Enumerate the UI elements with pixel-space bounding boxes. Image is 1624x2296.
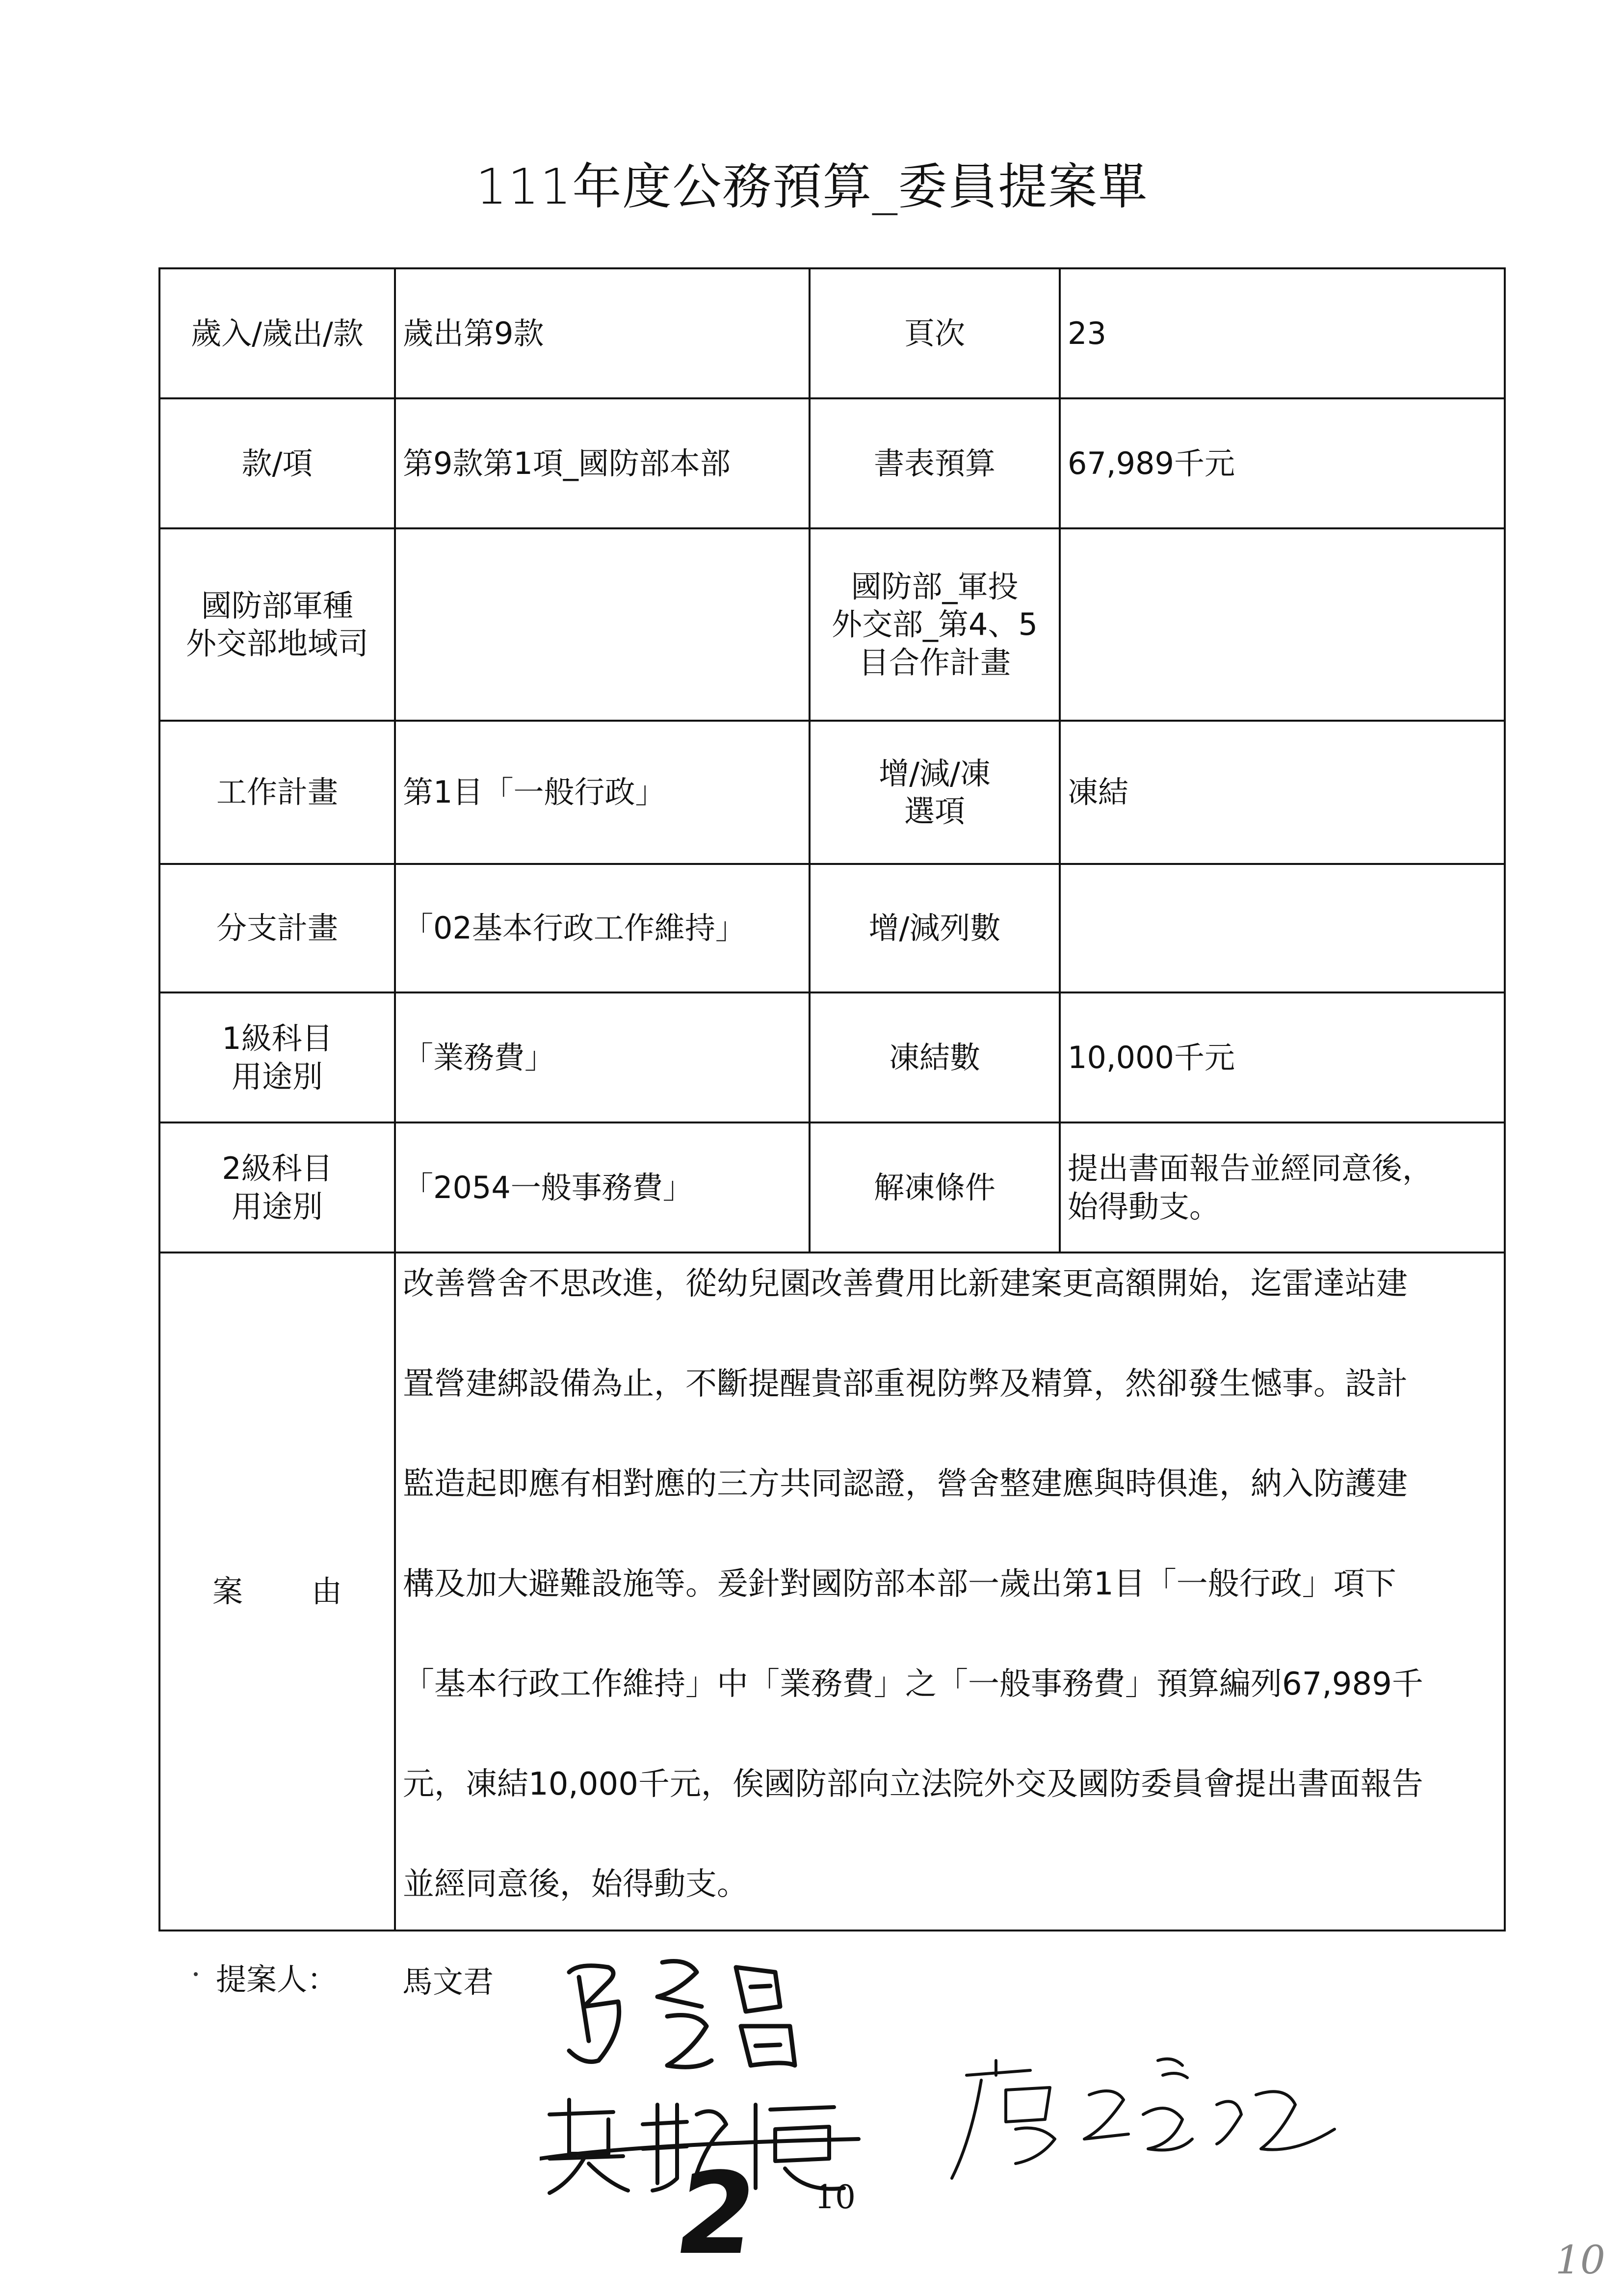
reason-line: 元，凍結10,000千元，俟國防部向立法院外交及國防委員會提出書面報告 xyxy=(403,1766,1423,1802)
proposer-name: 馬文君 xyxy=(402,1964,494,2000)
label-ministry-branch-line2: 外交部地域司 xyxy=(185,626,368,661)
row-work-plan xyxy=(159,721,1505,864)
value-frozen-amount: 10,000千元 xyxy=(1060,992,1505,1122)
value-level2-subject: 「2054一般事務費」 xyxy=(395,1122,810,1252)
value-branch-plan: 「02基本行政工作維持」 xyxy=(395,864,810,992)
value-ministry-branch xyxy=(395,528,810,721)
label-work-plan: 工作計畫 xyxy=(159,721,395,864)
label-ministry-branch-line1: 國防部軍種 xyxy=(201,587,353,624)
handwritten-count: 2 xyxy=(668,2149,765,2280)
page-number: 10 xyxy=(814,2178,856,2216)
value-work-plan: 第1目「一般行政」 xyxy=(395,721,810,864)
label-ministry-branch xyxy=(159,528,395,721)
label-cooperation-plan-line1: 國防部_軍投 xyxy=(851,568,1019,604)
value-level1-subject: 「業務費」 xyxy=(395,992,810,1122)
label-level2-subject-line1: 2級科目 xyxy=(222,1150,333,1186)
row-level1-subject xyxy=(159,992,1505,1122)
row-reason xyxy=(159,1252,1505,1931)
label-cooperation-plan-line3: 目合作計畫 xyxy=(858,644,1011,680)
label-level1-subject-line2: 用途別 xyxy=(231,1058,323,1095)
label-level2-subject-line2: 用途別 xyxy=(231,1188,323,1225)
value-cooperation-plan xyxy=(1060,528,1505,721)
label-option-line1: 增/減/凍 xyxy=(879,755,991,791)
row-budget-section xyxy=(159,268,1505,398)
row-ministry xyxy=(159,528,1505,721)
label-option-line2: 選項 xyxy=(904,793,965,829)
label-cooperation-plan-line2: 外交部_第4、5 xyxy=(832,606,1038,643)
label-frozen-amount: 凍結數 xyxy=(810,992,1060,1122)
proposal-form-table xyxy=(158,267,1506,1931)
signature-third xyxy=(942,2041,1364,2188)
label-change-amount: 增/減列數 xyxy=(810,864,1060,992)
label-level1-subject-line1: 1級科目 xyxy=(222,1020,333,1056)
value-unfreeze-condition xyxy=(1060,1122,1505,1252)
value-book-budget: 67,989千元 xyxy=(1060,398,1505,528)
value-budget-section: 歲出第9款 xyxy=(395,268,810,398)
label-cooperation-plan xyxy=(810,528,1060,721)
reason-line: 「基本行政工作維持」中「業務費」之「一般事務費」預算編列67,989千 xyxy=(403,1666,1423,1702)
label-level1-subject xyxy=(159,992,395,1122)
value-option: 凍結 xyxy=(1060,721,1505,864)
label-reason-char1: 案 xyxy=(212,1573,243,1610)
label-page: 頁次 xyxy=(810,268,1060,398)
page-title: 111年度公務預算_委員提案單 xyxy=(475,158,1149,215)
value-page: 23 xyxy=(1060,268,1505,398)
label-unfreeze-condition: 解凍條件 xyxy=(810,1122,1060,1252)
reason-line: 監造起即應有相對應的三方共同認證，營舍整建應與時俱進，納入防護建 xyxy=(403,1466,1408,1502)
reason-line: 改善營舍不思改進，從幼兒園改善費用比新建案更高額開始，迄雷達站建 xyxy=(403,1266,1408,1302)
value-unfreeze-condition-line1: 提出書面報告並經同意後， xyxy=(1068,1150,1433,1186)
bullet-dot xyxy=(194,1972,198,1976)
reason-line: 置營建綁設備為止，不斷提醒貴部重視防弊及精算，然卻發生憾事。設計 xyxy=(403,1366,1408,1402)
label-option xyxy=(810,721,1060,864)
label-reason xyxy=(159,1252,395,1931)
proposer-label: 提案人： xyxy=(216,1961,338,1997)
value-unfreeze-condition-line2: 始得動支。 xyxy=(1068,1188,1220,1225)
label-reason-char2: 由 xyxy=(312,1573,342,1610)
reason-line: 構及加大避難設施等。爰針對國防部本部一歲出第1目「一般行政」項下 xyxy=(403,1566,1396,1602)
label-budget-section: 歲入/歲出/款 xyxy=(159,268,395,398)
row-level2-subject xyxy=(159,1122,1505,1252)
label-branch-plan: 分支計畫 xyxy=(159,864,395,992)
reason-line: 並經同意後，始得動支。 xyxy=(403,1866,748,1903)
reason-text xyxy=(396,1252,1504,1931)
row-item xyxy=(159,398,1505,528)
signature-ma-wenjun xyxy=(550,1943,844,2090)
corner-handwritten-mark: 10 xyxy=(1555,2237,1605,2283)
reason-text-cell xyxy=(395,1252,1505,1931)
label-item: 款/項 xyxy=(159,398,395,528)
label-book-budget: 書表預算 xyxy=(810,398,1060,528)
value-item: 第9款第1項_國防部本部 xyxy=(395,398,810,528)
row-branch-plan xyxy=(159,864,1505,992)
label-level2-subject xyxy=(159,1122,395,1252)
value-change-amount xyxy=(1060,864,1505,992)
